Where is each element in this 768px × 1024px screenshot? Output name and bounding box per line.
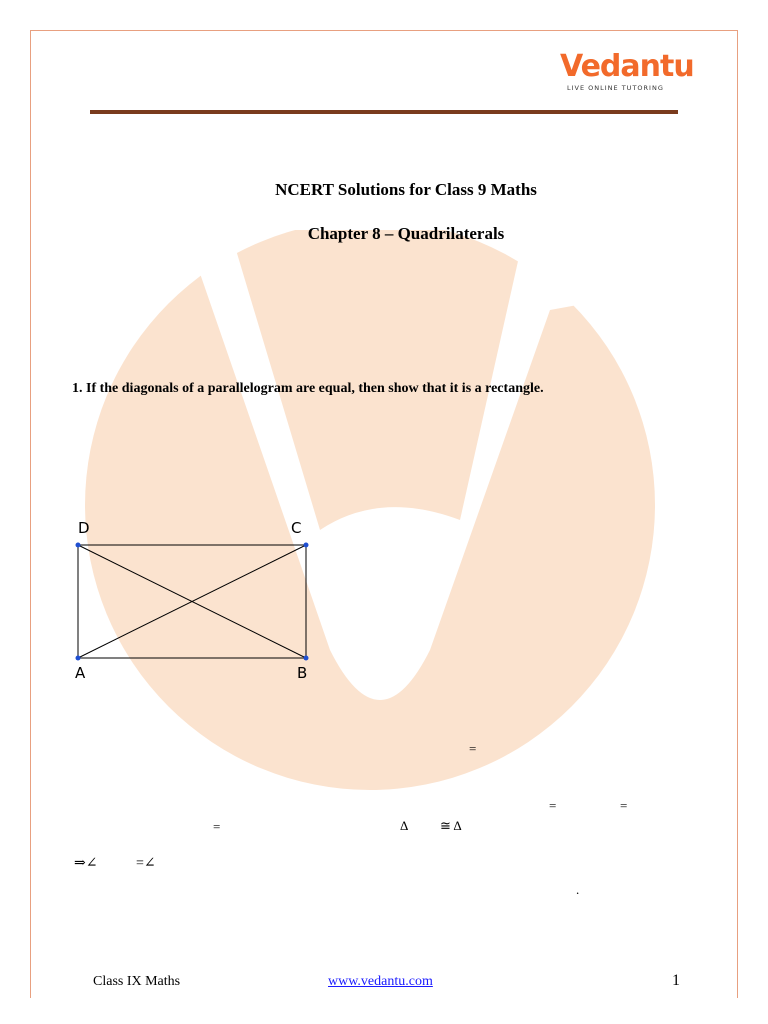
document-title: NCERT Solutions for Class 9 Maths (275, 180, 537, 199)
footer-website-link[interactable]: www.vedantu.com (328, 974, 433, 989)
implies-angle: ⇒∠ (74, 856, 98, 871)
footer-class-label: Class IX Maths (93, 974, 181, 989)
vertex-d-label: D (78, 519, 90, 537)
watermark-logo (80, 230, 660, 790)
equals-sign-1: = (469, 741, 477, 756)
vertex-b-label: B (297, 664, 308, 682)
vertex-c-label: C (291, 519, 302, 537)
period-mark: . (576, 882, 580, 897)
vertex-a-label: A (75, 664, 86, 682)
vertex-b-dot (304, 656, 309, 661)
header-rule (90, 110, 678, 114)
chapter-title: Chapter 8 – Quadrilaterals (307, 224, 505, 243)
congruent-triangle-symbol: ≅ Δ (440, 818, 462, 833)
logo-tagline: LIVE ONLINE TUTORING (567, 84, 664, 92)
logo-wordmark: Vedantu (560, 49, 694, 84)
vertex-c-dot (304, 543, 309, 548)
equals-sign-3: = (620, 798, 628, 813)
equals-sign-2: = (549, 798, 557, 813)
triangle-symbol: Δ (400, 818, 409, 833)
equals-sign-4: = (213, 819, 221, 834)
question-text: 1. If the diagonals of a parallelogram are equal, then show that it is a rectangle. (72, 381, 544, 396)
vertex-a-dot (76, 656, 81, 661)
equals-angle: =∠ (136, 856, 156, 871)
rectangle-figure (66, 516, 326, 686)
vedantu-logo (560, 49, 694, 92)
page-number: 1 (672, 972, 680, 989)
vertex-d-dot (76, 543, 81, 548)
